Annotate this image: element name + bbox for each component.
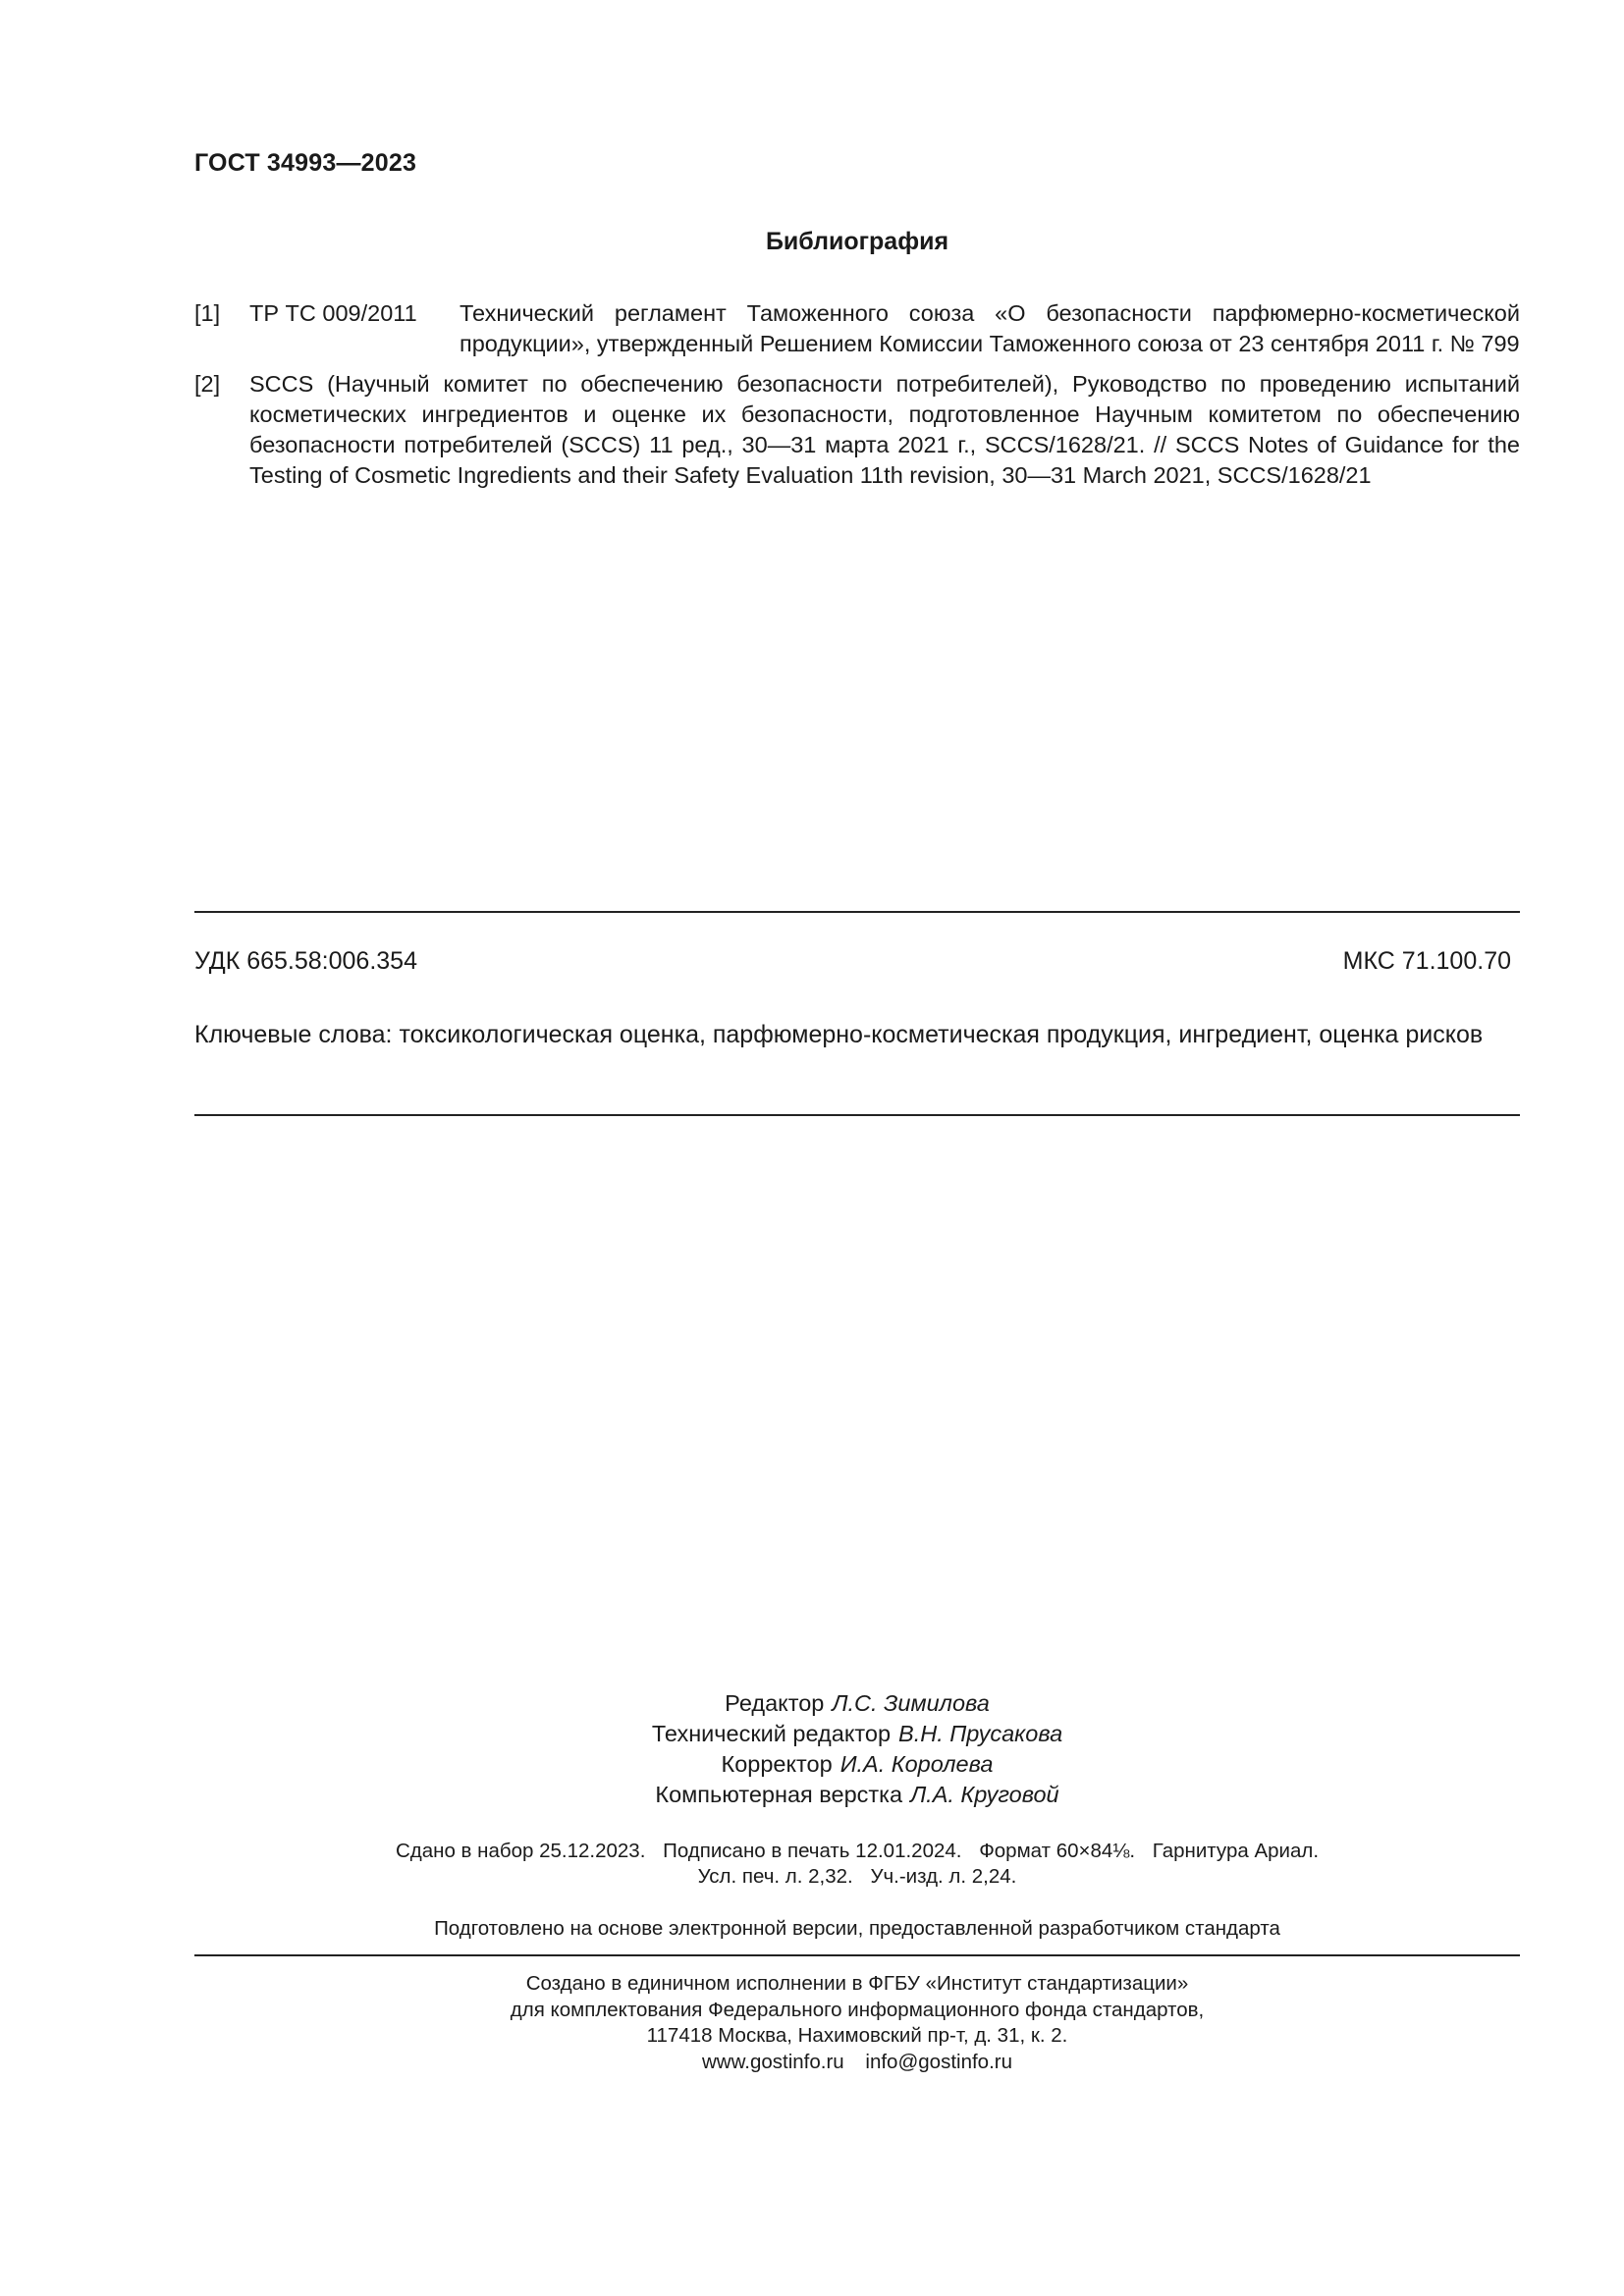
signed-date: Подписано в печать 12.01.2024. [663,1840,962,1862]
bibliography-entry [194,298,1520,359]
staff-line [194,1719,1520,1749]
staff-role: Корректор [721,1751,833,1777]
mks-code: МКС 71.100.70 [1342,947,1511,975]
staff-line [194,1780,1520,1810]
bibliography-entry-number: [1] [194,300,221,326]
staff-line [194,1749,1520,1780]
staff-name: Л.А. Круговой [910,1782,1059,1807]
prepared-note: Подготовлено на основе электронной версии, предоставленной разработчиком стандарта [434,1917,1280,1940]
created-line: для комплектования Федерального информационного фонда стандартов, [510,1998,1205,2021]
staff-line [194,1688,1520,1719]
bibliography-entry-text: SCCS (Научный комитет по обеспечению безопасности потребителей), Руководство по проведению испытаний косметических ингредиентов и оценке их безопасности, подготовленное Научным комитетом по обеспечению безопасности потребителей (SCCS) 11 ред., 30—31 марта 2021 г., SCCS/1628/21. // SCCS Notes of Guidance for the Testing of Cosmetic Ingredients and their Safety Evaluation 11th revision, 30—31 March 2021, SCCS/1628/21 [249,371,1520,488]
document-code: ГОСТ 34993—2023 [194,149,417,177]
contact-line [194,2050,1520,2076]
udk-code: УДК 665.58:006.354 [194,947,417,975]
staff-role: Редактор [725,1690,825,1716]
bibliography-entry [194,369,1520,491]
created-line: 117418 Москва, Нахимовский пр-т, д. 31, к. 2. [646,2024,1068,2047]
staff-role: Технический редактор [651,1721,892,1746]
print-sheets: Усл. печ. л. 2,32. [697,1865,853,1888]
staff-name: И.А. Королева [839,1751,994,1777]
print-info-line [194,1864,1520,1890]
divider-middle [194,1114,1520,1116]
keywords: Ключевые слова: токсикологическая оценка, парфюмерно-косметическая продукция, ингредиент, оценка рисков [194,1021,1484,1048]
paper-format: Формат 60×84⅛. [979,1840,1136,1862]
print-info [194,1839,1520,1890]
bibliography-list [194,298,1520,501]
email-link[interactable]: info@gostinfo.ru [865,2050,1012,2073]
staff-name: Л.С. Зимилова [832,1690,990,1716]
bibliography-title: Библиография [765,228,949,255]
print-info-line [194,1839,1520,1864]
publisher-sheets: Уч.-изд. л. 2,24. [870,1865,1017,1888]
created-line: Создано в единичном исполнении в ФГБУ «Институт стандартизации» [525,1972,1189,1995]
divider-top [194,911,1520,913]
bibliography-entry-code: ТР ТС 009/2011 [249,300,417,326]
bibliography-entry-text: Технический регламент Таможенного союза «О безопасности парфюмерно-косметической продукции», утвержденный Решением Комиссии Таможенного союза от 23 сентября 2011 г. № 799 [460,300,1520,356]
divider-bottom [194,1954,1520,1956]
website-link[interactable]: www.gostinfo.ru [702,2050,844,2073]
bibliography-entry-number: [2] [194,371,221,397]
staff-name: В.Н. Прусакова [898,1721,1063,1746]
created-block [194,1971,1520,2075]
staff-role: Компьютерная верстка [655,1782,903,1807]
typeface: Гарнитура Ариал. [1152,1840,1320,1862]
submitted-date: Сдано в набор 25.12.2023. [395,1840,646,1862]
editorial-staff [194,1688,1520,1810]
